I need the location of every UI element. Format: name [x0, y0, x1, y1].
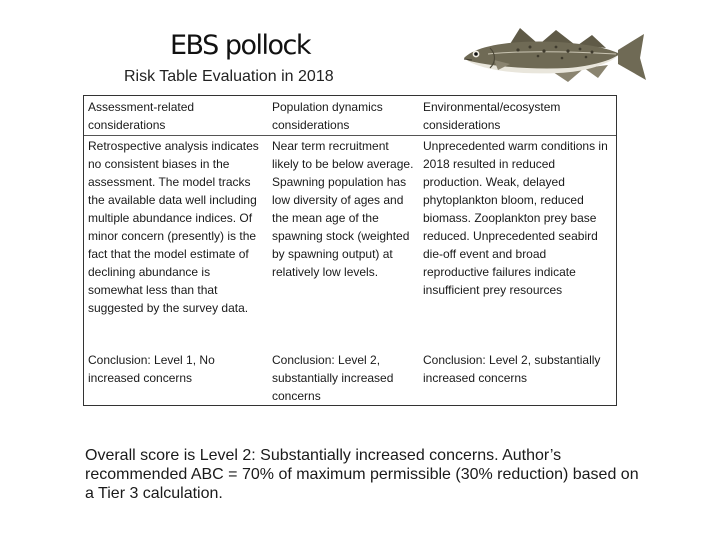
pollock-fish-icon — [458, 20, 648, 92]
header-assessment: Assessment-related considerations — [88, 100, 195, 132]
conclusion-assessment: Conclusion: Level 1, No increased concerns — [88, 353, 215, 385]
body-environmental: Unprecedented warm conditions in 2018 resulted in reduced production. Weak, delayed phytoplankton bloom, reduced biomass. Zooplankton prey base reduced. Unprecedented seabird die-off event and broad reproductive failures indicate insufficient prey resources — [423, 139, 608, 297]
header-population: Population dynamics considerations — [272, 100, 383, 132]
header-divider — [84, 135, 616, 136]
header-environmental: Environmental/ecosystem considerations — [423, 100, 561, 132]
body-assessment: Retrospective analysis indicates no consistent biases in the assessment. The model tracks the available data well including multiple abundance indices. Of minor concern (presently) is the fact that the model estimate of declining abundance is somewhat less than that suggested by the survey data. — [88, 139, 259, 315]
page-subtitle: Risk Table Evaluation in 2018 — [124, 68, 334, 85]
overall-score-text: Overall score is Level 2: Substantially increased concerns. Author’s recommended ABC = 70% of maximum permissible (30% reduction) based on a Tier 3 calculation. — [85, 447, 639, 502]
page-title: EBS pollock — [170, 30, 310, 61]
risk-table — [83, 95, 617, 406]
conclusion-population: Conclusion: Level 2, substantially increased concerns — [272, 353, 394, 403]
body-population: Near term recruitment likely to be below average. Spawning population has low diversity of ages and the mean age of the spawning stock (weighted by spawning output) at relatively low levels. — [272, 139, 414, 279]
conclusion-environmental: Conclusion: Level 2, substantially increased concerns — [423, 353, 601, 385]
